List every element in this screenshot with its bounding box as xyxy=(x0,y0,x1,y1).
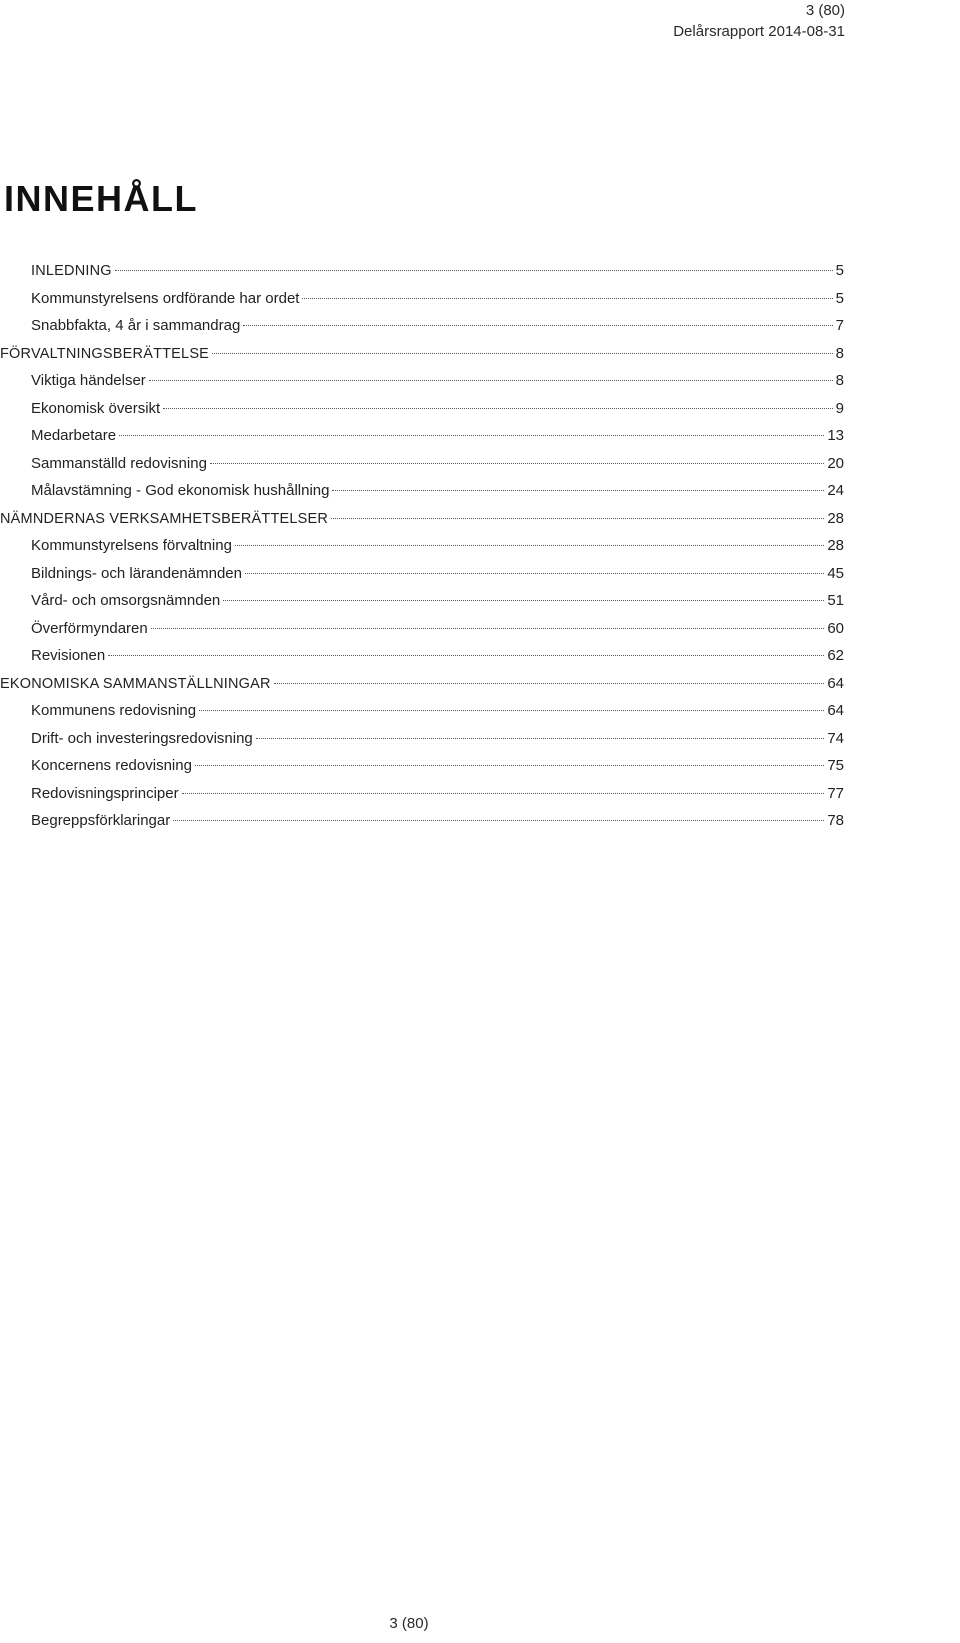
toc-entry[interactable] xyxy=(0,262,844,290)
toc-dot-leader xyxy=(331,518,824,519)
toc-entry[interactable] xyxy=(0,675,844,703)
toc-entry[interactable] xyxy=(0,317,844,345)
toc-page-number: 5 xyxy=(835,289,844,307)
toc-entry[interactable] xyxy=(0,730,844,758)
toc-page-number: 60 xyxy=(827,619,844,637)
toc-dot-leader xyxy=(173,820,824,821)
toc-entry-text: Ekonomisk översikt xyxy=(31,399,161,417)
toc-entry-text: EKONOMISKA SAMMANSTÄLLNINGAR xyxy=(0,675,271,692)
toc-page-number: 75 xyxy=(827,757,844,774)
toc-dot-leader xyxy=(151,628,825,629)
toc-dot-leader xyxy=(223,600,824,601)
toc-dot-leader xyxy=(243,325,832,326)
toc-entry[interactable] xyxy=(0,482,844,510)
toc-page-number: 64 xyxy=(827,702,844,719)
toc-entry-text: Kommunstyrelsens ordförande har ordet xyxy=(31,289,300,307)
toc-dot-leader xyxy=(212,353,833,354)
toc-page-number: 64 xyxy=(827,674,844,692)
report-date-label: Delårsrapport 2014-08-31 xyxy=(673,23,845,40)
toc-page-number: 78 xyxy=(827,812,844,829)
toc-dot-leader xyxy=(210,463,824,464)
toc-dot-leader xyxy=(235,545,824,546)
page-header xyxy=(673,0,845,42)
toc-dot-leader xyxy=(108,655,824,656)
toc-entry[interactable] xyxy=(0,620,844,648)
toc-page-number: 9 xyxy=(835,399,844,417)
toc-entry[interactable] xyxy=(0,565,844,593)
page-footer: 3 (80) xyxy=(389,1615,429,1632)
page-number-label: 3 (80) xyxy=(805,2,845,19)
toc-dot-leader xyxy=(195,765,824,766)
toc-entry[interactable] xyxy=(0,592,844,620)
toc-entry-text: Begreppsförklaringar xyxy=(31,812,171,829)
toc-dot-leader xyxy=(199,710,824,711)
toc-entry[interactable] xyxy=(0,455,844,483)
toc-entry[interactable] xyxy=(0,812,844,840)
toc-page-number: 8 xyxy=(835,372,844,389)
toc-page-number: 5 xyxy=(835,262,844,279)
toc-page-number: 51 xyxy=(827,592,844,609)
toc-entry-text: Överförmyndaren xyxy=(31,619,148,637)
toc-dot-leader xyxy=(256,738,825,739)
toc-dot-leader xyxy=(332,490,824,491)
toc-page-number: 7 xyxy=(835,317,844,334)
toc-entry[interactable] xyxy=(0,785,844,813)
toc-dot-leader xyxy=(182,793,825,794)
toc-entry-text: Kommunens redovisning xyxy=(31,702,197,719)
table-of-contents xyxy=(0,262,844,840)
toc-page-number: 74 xyxy=(827,729,844,747)
toc-page-number: 28 xyxy=(827,509,844,527)
toc-dot-leader xyxy=(115,270,833,271)
toc-page-number: 8 xyxy=(835,344,844,362)
toc-entry[interactable] xyxy=(0,427,844,455)
toc-page-number: 77 xyxy=(827,784,844,802)
toc-entry-text: Vård- och omsorgsnämnden xyxy=(31,592,221,609)
toc-entry-text: Målavstämning - God ekonomisk hushållning xyxy=(31,482,330,499)
toc-entry-text: Sammanställd redovisning xyxy=(31,454,207,472)
toc-entry-text: Snabbfakta, 4 år i sammandrag xyxy=(31,317,241,334)
toc-entry[interactable] xyxy=(0,702,844,730)
toc-entry-text: Medarbetare xyxy=(31,427,117,444)
toc-entry-text: FÖRVALTNINGSBERÄTTELSE xyxy=(0,345,210,362)
toc-page-number: 62 xyxy=(827,647,844,664)
toc-dot-leader xyxy=(149,380,833,381)
toc-entry-text: Kommunstyrelsens förvaltning xyxy=(31,537,232,554)
toc-entry-text: Redovisningsprinciper xyxy=(31,784,179,802)
toc-entry-text: NÄMNDERNAS VERKSAMHETSBERÄTTELSER xyxy=(0,510,329,527)
toc-page-number: 45 xyxy=(827,564,844,582)
toc-page-number: 20 xyxy=(827,454,844,472)
toc-entry-text: Bildnings- och lärandenämnden xyxy=(31,564,242,582)
toc-page-number: 13 xyxy=(827,427,844,444)
toc-entry-text: Revisionen xyxy=(31,647,106,664)
toc-entry[interactable] xyxy=(0,400,844,428)
toc-entry-text: Viktiga händelser xyxy=(31,372,146,389)
toc-entry-text: Koncernens redovisning xyxy=(31,757,192,774)
toc-entry[interactable] xyxy=(0,537,844,565)
toc-entry[interactable] xyxy=(0,290,844,318)
toc-page-number: 24 xyxy=(827,482,844,499)
toc-entry[interactable] xyxy=(0,647,844,675)
toc-dot-leader xyxy=(119,435,824,436)
toc-entry[interactable] xyxy=(0,345,844,373)
toc-dot-leader xyxy=(274,683,825,684)
toc-dot-leader xyxy=(302,298,832,299)
toc-page-number: 28 xyxy=(827,537,844,554)
toc-entry[interactable] xyxy=(0,510,844,538)
toc-entry[interactable] xyxy=(0,757,844,785)
toc-dot-leader xyxy=(245,573,824,574)
toc-entry-text: Drift- och investeringsredovisning xyxy=(31,729,253,747)
toc-entry-text: INLEDNING xyxy=(31,263,112,279)
toc-entry[interactable] xyxy=(0,372,844,400)
toc-dot-leader xyxy=(163,408,832,409)
page-title: INNEHÅLL xyxy=(4,178,198,219)
